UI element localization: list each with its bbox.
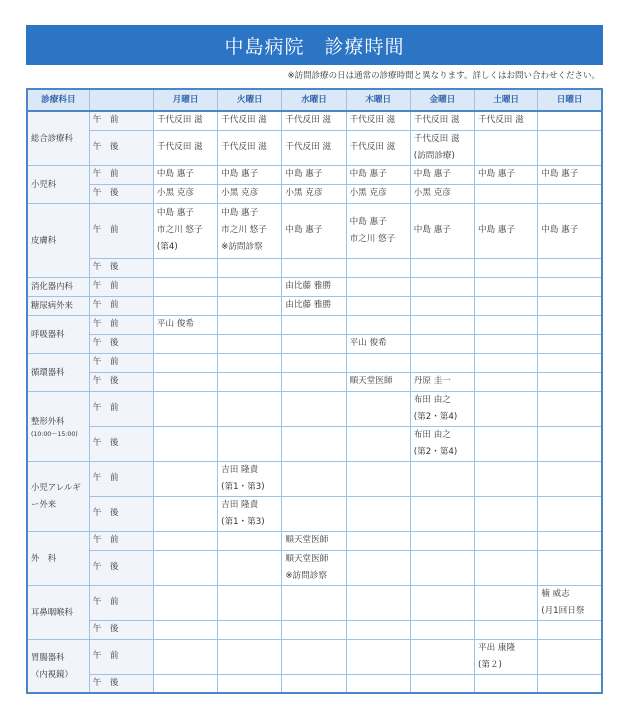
- doctor-cell: [282, 184, 346, 203]
- doctor-cell: [475, 550, 538, 585]
- department-label: 総合診療科: [31, 132, 73, 143]
- doctor-cell: [538, 277, 602, 296]
- schedule-row: [27, 496, 602, 531]
- schedule-row: [27, 334, 602, 353]
- schedule-row: [27, 461, 602, 496]
- doctor-entry: 千代反田 滋: [413, 115, 460, 126]
- doctor-cell: [410, 130, 474, 165]
- doctor-cell: [410, 674, 474, 693]
- doctor-entry: 平山 俊希: [349, 338, 387, 348]
- doctor-entry: (第1・第3): [221, 516, 265, 527]
- doctor-entry: 順天堂医師: [285, 553, 329, 564]
- schedule-row: [27, 620, 602, 639]
- department-name: [27, 277, 89, 296]
- doctor-cell: [153, 620, 217, 639]
- header-day-wed: 水曜日: [282, 89, 346, 111]
- session-label: 午 前: [89, 391, 153, 426]
- doctor-cell: [475, 334, 538, 353]
- doctor-cell: [475, 296, 538, 315]
- doctor-cell: [153, 585, 217, 620]
- doctor-cell: [410, 639, 474, 674]
- doctor-cell: [218, 277, 282, 296]
- doctor-cell: [282, 550, 346, 585]
- session-label: 午 前: [89, 165, 153, 184]
- header-day-sun: 日曜日: [538, 89, 602, 111]
- doctor-cell: [282, 391, 346, 426]
- doctor-cell: [538, 585, 602, 620]
- doctor-entry: (月1回日祭: [541, 605, 585, 616]
- doctor-cell: [410, 531, 474, 550]
- doctor-cell: [346, 550, 410, 585]
- doctor-entry: 千代反田 滋: [285, 142, 332, 152]
- department-name: [27, 391, 89, 461]
- doctor-cell: [475, 165, 538, 184]
- doctor-entry: 市之川 悠子: [156, 225, 203, 235]
- department-name: [27, 296, 89, 315]
- doctor-cell: [475, 184, 538, 203]
- doctor-cell: [538, 130, 602, 165]
- doctor-entry: (第1・第3): [221, 481, 265, 492]
- session-label: 午 前: [89, 353, 153, 372]
- department-label: 小児アレルギー外来: [31, 482, 81, 509]
- doctor-cell: [153, 639, 217, 674]
- doctor-cell: [538, 296, 602, 315]
- doctor-cell: [538, 620, 602, 639]
- doctor-cell: [153, 674, 217, 693]
- doctor-cell: [153, 277, 217, 296]
- schedule-row: [27, 426, 602, 461]
- doctor-cell: [218, 550, 282, 585]
- doctor-cell: [475, 674, 538, 693]
- doctor-cell: [346, 585, 410, 620]
- doctor-cell: [153, 203, 217, 258]
- doctor-cell: [153, 372, 217, 391]
- doctor-cell: [282, 111, 346, 130]
- doctor-cell: [218, 184, 282, 203]
- doctor-cell: [282, 461, 346, 496]
- doctor-cell: [475, 315, 538, 334]
- doctor-entry: 丹原 圭一: [413, 376, 451, 386]
- doctor-cell: [282, 620, 346, 639]
- doctor-cell: [410, 391, 474, 426]
- doctor-cell: [475, 372, 538, 391]
- doctor-cell: [410, 315, 474, 334]
- department-label: 外 科: [31, 552, 57, 563]
- doctor-entry: 由比藤 雅勝: [285, 300, 332, 310]
- doctor-entry: 中島 惠子: [221, 208, 259, 218]
- doctor-cell: [346, 315, 410, 334]
- doctor-cell: [282, 277, 346, 296]
- doctor-cell: [218, 426, 282, 461]
- doctor-entry: 中島 惠子: [541, 169, 579, 179]
- session-label: 午 後: [89, 426, 153, 461]
- doctor-cell: [475, 620, 538, 639]
- doctor-entry: 千代反田 滋: [349, 142, 396, 152]
- doctor-cell: [538, 426, 602, 461]
- doctor-cell: [346, 353, 410, 372]
- doctor-cell: [538, 258, 602, 277]
- doctor-cell: [218, 203, 282, 258]
- doctor-entry: 中島 惠子: [221, 169, 259, 179]
- doctor-entry: 楠 威志: [541, 588, 570, 599]
- doctor-cell: [538, 203, 602, 258]
- doctor-cell: [218, 531, 282, 550]
- doctor-cell: [538, 315, 602, 334]
- doctor-cell: [475, 353, 538, 372]
- session-label: 午 後: [89, 620, 153, 639]
- doctor-cell: [346, 203, 410, 258]
- doctor-cell: [153, 496, 217, 531]
- doctor-cell: [282, 315, 346, 334]
- doctor-cell: [475, 426, 538, 461]
- schedule-row: [27, 111, 602, 130]
- doctor-entry: 中島 惠子: [349, 216, 387, 227]
- doctor-cell: [410, 550, 474, 585]
- doctor-cell: [475, 111, 538, 130]
- doctor-cell: [475, 496, 538, 531]
- schedule-table: [26, 88, 603, 694]
- doctor-entry: 小黑 克彦: [285, 188, 323, 198]
- session-label: 午 後: [89, 496, 153, 531]
- doctor-entry: 平山 俊希: [156, 319, 195, 329]
- doctor-entry: 小黑 克彦: [349, 188, 387, 198]
- schedule-row: [27, 550, 602, 585]
- schedule-row: [27, 372, 602, 391]
- doctor-cell: [346, 391, 410, 426]
- doctor-cell: [410, 353, 474, 372]
- department-label: 皮膚科: [31, 234, 57, 245]
- doctor-entry: (訪問診療): [413, 150, 455, 161]
- doctor-entry: 布田 由之: [413, 394, 451, 405]
- doctor-entry: 布田 由之: [413, 429, 451, 440]
- header-blank: [89, 89, 153, 111]
- schedule-row: [27, 674, 602, 693]
- session-label: 午 後: [89, 334, 153, 353]
- session-label: 午 後: [89, 130, 153, 165]
- doctor-entry: 千代反田 滋: [156, 142, 203, 152]
- doctor-entry: 平出 康隆: [478, 642, 516, 653]
- doctor-cell: [218, 674, 282, 693]
- doctor-entry: 中島 惠子: [349, 169, 387, 179]
- doctor-cell: [410, 184, 474, 203]
- session-label: 午 前: [89, 531, 153, 550]
- doctor-cell: [538, 334, 602, 353]
- doctor-cell: [346, 165, 410, 184]
- department-name: [27, 315, 89, 353]
- doctor-entry: 千代反田 滋: [478, 115, 524, 126]
- doctor-cell: [538, 111, 602, 130]
- doctor-cell: [218, 372, 282, 391]
- department-label: 糖尿病外来: [31, 300, 73, 310]
- doctor-cell: [410, 334, 474, 353]
- doctor-cell: [218, 315, 282, 334]
- doctor-cell: [218, 585, 282, 620]
- doctor-cell: [218, 111, 282, 130]
- doctor-entry: 中島 惠子: [413, 225, 451, 235]
- doctor-cell: [282, 639, 346, 674]
- schedule-row: [27, 203, 602, 258]
- doctor-cell: [475, 391, 538, 426]
- doctor-cell: [282, 674, 346, 693]
- doctor-cell: [410, 296, 474, 315]
- header-day-thu: 木曜日: [346, 89, 410, 111]
- doctor-cell: [218, 620, 282, 639]
- session-label: 午 前: [89, 585, 153, 620]
- header-day-fri: 金曜日: [410, 89, 474, 111]
- session-label: 午 前: [89, 639, 153, 674]
- doctor-entry: (第2・第4): [413, 446, 458, 457]
- doctor-entry: 千代反田 滋: [221, 142, 267, 152]
- doctor-cell: [282, 531, 346, 550]
- session-label: 午 後: [89, 372, 153, 391]
- header-day-tue: 火曜日: [218, 89, 282, 111]
- doctor-entry: 中島 惠子: [285, 225, 323, 235]
- visiting-care-notice: ※訪問診療の日は通常の診療時間と異なります。詳しくはお問い合わせください。: [287, 71, 600, 81]
- doctor-entry: 中島 惠子: [156, 169, 195, 179]
- doctor-cell: [218, 639, 282, 674]
- doctor-entry: 順天堂医師: [349, 376, 393, 386]
- doctor-cell: [410, 620, 474, 639]
- doctor-entry: 中島 惠子: [541, 225, 579, 235]
- doctor-cell: [218, 496, 282, 531]
- doctor-entry: 千代反田 滋: [221, 115, 267, 126]
- schedule-row: [27, 130, 602, 165]
- doctor-cell: [475, 130, 538, 165]
- doctor-cell: [346, 620, 410, 639]
- doctor-cell: [346, 130, 410, 165]
- schedule-row: [27, 258, 602, 277]
- doctor-cell: [218, 461, 282, 496]
- doctor-entry: (第4): [156, 242, 178, 252]
- doctor-cell: [282, 353, 346, 372]
- doctor-cell: [538, 531, 602, 550]
- doctor-cell: [475, 258, 538, 277]
- doctor-entry: 小黑 克彦: [413, 188, 451, 198]
- schedule-row: [27, 184, 602, 203]
- doctor-entry: 小黑 克彦: [221, 188, 259, 198]
- doctor-cell: [282, 258, 346, 277]
- doctor-cell: [410, 426, 474, 461]
- doctor-cell: [538, 184, 602, 203]
- header-day-sat: 土曜日: [475, 89, 538, 111]
- session-label: 午 前: [89, 461, 153, 496]
- schedule-row: [27, 315, 602, 334]
- department-name: [27, 585, 89, 639]
- doctor-entry: 順天堂医師: [285, 535, 329, 545]
- doctor-cell: [153, 111, 217, 130]
- doctor-entry: 中島 惠子: [413, 169, 451, 179]
- doctor-cell: [153, 426, 217, 461]
- doctor-cell: [218, 296, 282, 315]
- doctor-cell: [410, 372, 474, 391]
- department-label: 消化器内科: [31, 281, 73, 291]
- doctor-cell: [282, 334, 346, 353]
- session-label: 午 前: [89, 277, 153, 296]
- doctor-cell: [282, 372, 346, 391]
- doctor-cell: [538, 550, 602, 585]
- doctor-entry: (第２): [478, 659, 502, 670]
- schedule-body: [27, 111, 602, 693]
- doctor-cell: [282, 496, 346, 531]
- doctor-cell: [410, 585, 474, 620]
- doctor-cell: [282, 165, 346, 184]
- department-name: [27, 531, 89, 585]
- doctor-cell: [410, 461, 474, 496]
- session-label: 午 後: [89, 184, 153, 203]
- department-name: [27, 111, 89, 165]
- department-label: 整形外科: [31, 416, 65, 426]
- doctor-cell: [346, 461, 410, 496]
- department-label: 耳鼻咽喉科: [31, 606, 73, 617]
- schedule-row: [27, 277, 602, 296]
- header-row: [27, 89, 602, 111]
- doctor-cell: [475, 531, 538, 550]
- doctor-cell: [153, 461, 217, 496]
- page-title: 中島病院 診療時間: [26, 25, 603, 65]
- doctor-cell: [218, 258, 282, 277]
- header-day-mon: 月曜日: [153, 89, 217, 111]
- session-label: 午 前: [89, 296, 153, 315]
- doctor-entry: 市之川 悠子: [221, 225, 267, 235]
- doctor-cell: [218, 165, 282, 184]
- department-name: [27, 165, 89, 203]
- doctor-cell: [538, 461, 602, 496]
- doctor-cell: [282, 203, 346, 258]
- doctor-cell: [346, 184, 410, 203]
- doctor-cell: [346, 296, 410, 315]
- doctor-cell: [282, 296, 346, 315]
- department-label: 小児科: [31, 178, 57, 189]
- doctor-entry: 千代反田 滋: [413, 133, 460, 144]
- doctor-cell: [410, 203, 474, 258]
- doctor-cell: [153, 334, 217, 353]
- doctor-entry: 市之川 悠子: [349, 233, 396, 244]
- doctor-cell: [153, 165, 217, 184]
- doctor-cell: [153, 296, 217, 315]
- doctor-cell: [153, 184, 217, 203]
- doctor-cell: [346, 531, 410, 550]
- doctor-cell: [346, 639, 410, 674]
- session-label: 午 後: [89, 674, 153, 693]
- doctor-cell: [410, 111, 474, 130]
- schedule-row: [27, 165, 602, 184]
- doctor-cell: [218, 130, 282, 165]
- doctor-cell: [153, 531, 217, 550]
- doctor-cell: [410, 258, 474, 277]
- doctor-cell: [346, 674, 410, 693]
- schedule-row: [27, 531, 602, 550]
- doctor-cell: [475, 203, 538, 258]
- department-label: 胃腸器科 （内視鏡）: [31, 651, 73, 679]
- doctor-cell: [346, 426, 410, 461]
- doctor-cell: [538, 391, 602, 426]
- doctor-cell: [153, 550, 217, 585]
- doctor-cell: [282, 130, 346, 165]
- department-hours: (10:00～15:00): [31, 431, 78, 438]
- doctor-cell: [538, 674, 602, 693]
- doctor-cell: [153, 130, 217, 165]
- doctor-cell: [218, 353, 282, 372]
- doctor-cell: [218, 391, 282, 426]
- department-name: [27, 353, 89, 391]
- doctor-entry: 小黑 克彦: [156, 188, 195, 198]
- doctor-cell: [153, 353, 217, 372]
- doctor-entry: 中島 惠子: [156, 208, 195, 218]
- doctor-cell: [538, 639, 602, 674]
- doctor-cell: [475, 639, 538, 674]
- department-name: [27, 639, 89, 693]
- doctor-cell: [538, 372, 602, 391]
- department-label: 呼吸器科: [31, 328, 65, 339]
- doctor-entry: 千代反田 滋: [156, 115, 203, 126]
- doctor-cell: [410, 496, 474, 531]
- doctor-entry: ※訪問診察: [221, 242, 263, 252]
- doctor-cell: [538, 496, 602, 531]
- doctor-cell: [410, 165, 474, 184]
- department-name: [27, 461, 89, 531]
- schedule-row: [27, 639, 602, 674]
- doctor-cell: [346, 496, 410, 531]
- doctor-cell: [538, 165, 602, 184]
- doctor-cell: [346, 372, 410, 391]
- doctor-cell: [475, 585, 538, 620]
- department-name: [27, 203, 89, 277]
- doctor-cell: [346, 277, 410, 296]
- session-label: 午 後: [89, 550, 153, 585]
- doctor-cell: [410, 277, 474, 296]
- doctor-cell: [346, 111, 410, 130]
- header-dept: 診療科目: [27, 89, 89, 111]
- schedule-row: [27, 391, 602, 426]
- session-label: 午 前: [89, 315, 153, 334]
- doctor-cell: [346, 258, 410, 277]
- doctor-entry: 千代反田 滋: [349, 115, 396, 126]
- department-label: 循環器科: [31, 366, 65, 377]
- doctor-cell: [538, 353, 602, 372]
- schedule-row: [27, 296, 602, 315]
- doctor-cell: [153, 391, 217, 426]
- doctor-entry: 由比藤 雅勝: [285, 281, 332, 291]
- doctor-entry: 中島 惠子: [285, 169, 323, 179]
- session-label: 午 後: [89, 258, 153, 277]
- doctor-entry: 吉田 隆責: [221, 499, 259, 510]
- doctor-cell: [282, 426, 346, 461]
- doctor-cell: [346, 334, 410, 353]
- doctor-entry: 千代反田 滋: [285, 115, 332, 126]
- doctor-entry: 吉田 隆責: [221, 464, 259, 475]
- doctor-entry: 中島 惠子: [478, 225, 516, 235]
- doctor-cell: [218, 334, 282, 353]
- session-label: 午 前: [89, 203, 153, 258]
- schedule-row: [27, 353, 602, 372]
- schedule-row: [27, 585, 602, 620]
- doctor-entry: 中島 惠子: [478, 169, 516, 179]
- doctor-cell: [282, 585, 346, 620]
- doctor-cell: [475, 277, 538, 296]
- doctor-cell: [153, 315, 217, 334]
- doctor-entry: (第2・第4): [413, 411, 458, 422]
- doctor-entry: ※訪問診察: [285, 570, 327, 581]
- session-label: 午 前: [89, 111, 153, 130]
- doctor-cell: [475, 461, 538, 496]
- doctor-cell: [153, 258, 217, 277]
